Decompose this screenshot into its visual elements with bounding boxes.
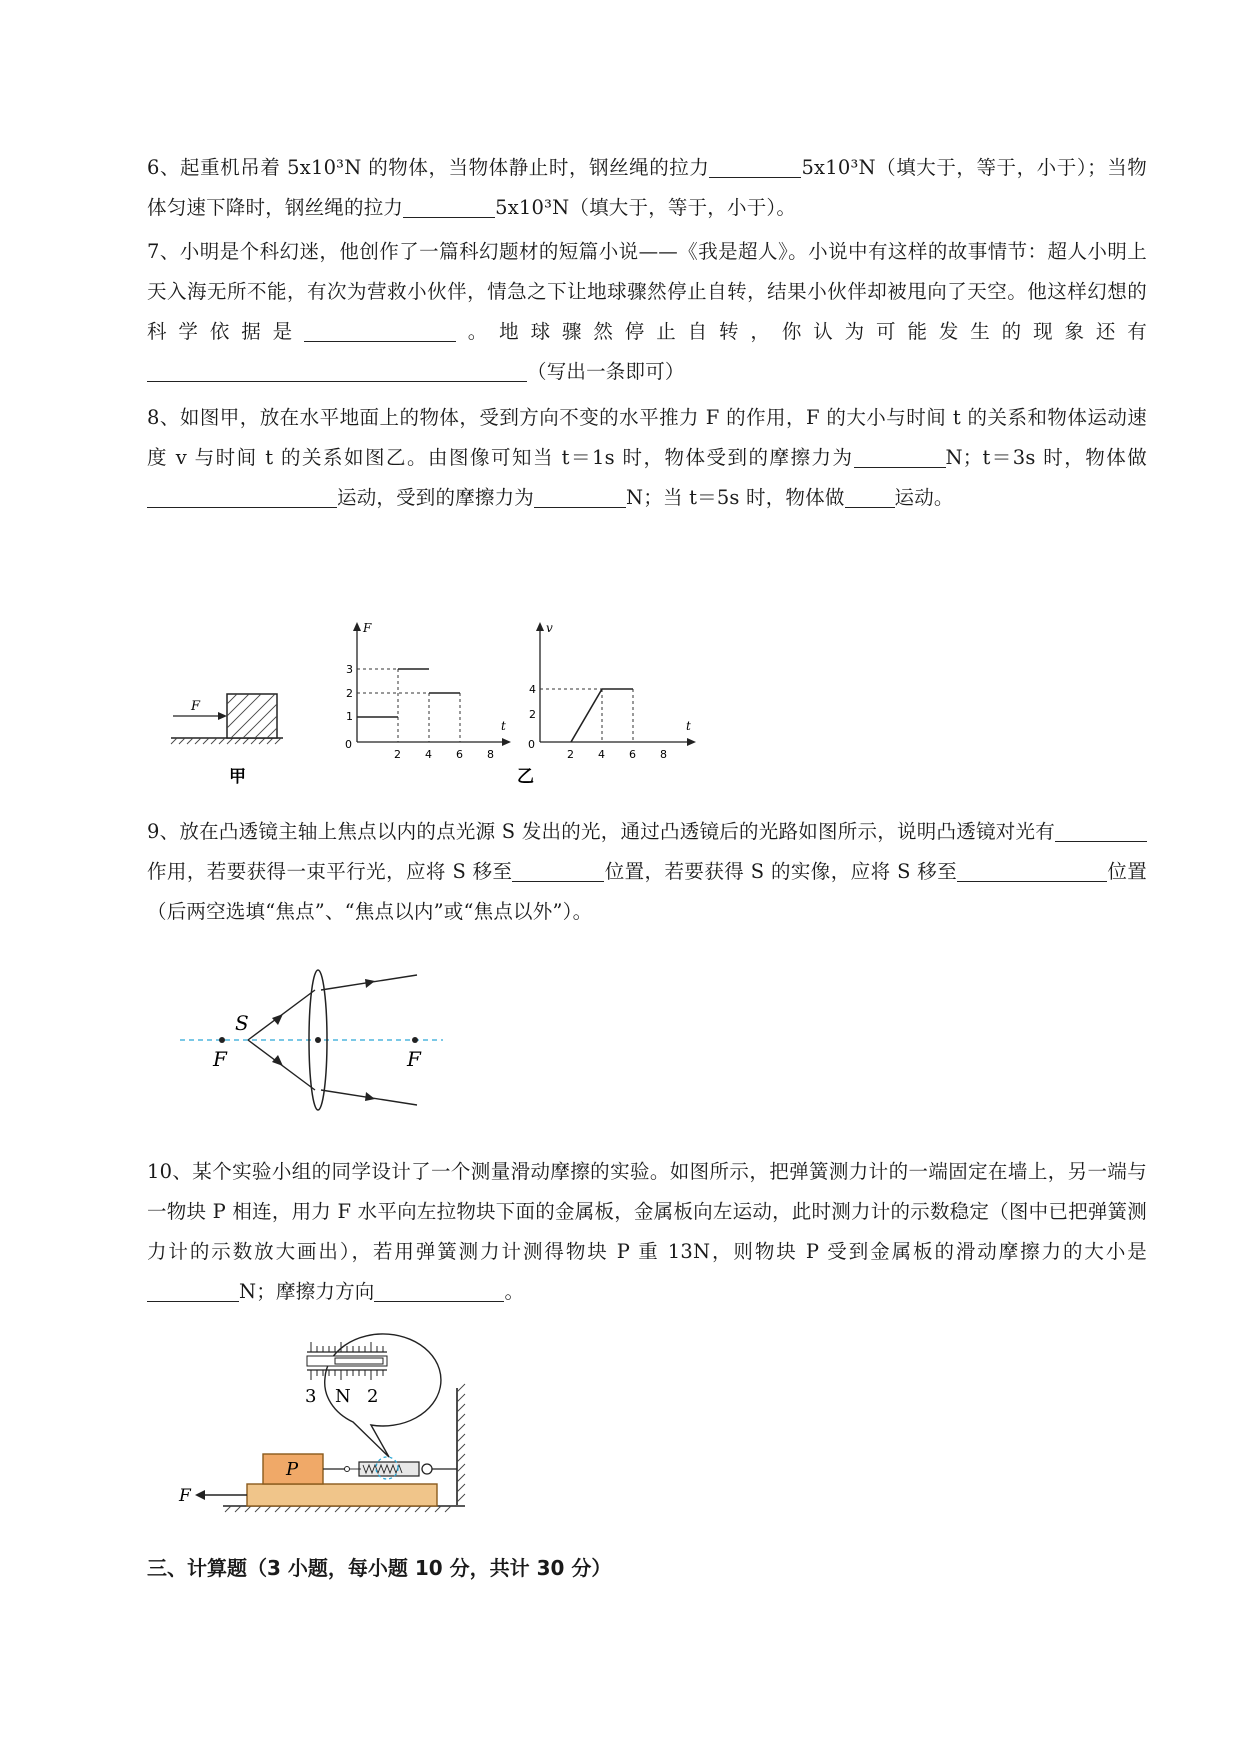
graph1-origin: 0 (345, 738, 352, 751)
q6-text-2: 5x10³N（填大于，等于，小于）；当物体匀速下降时，钢丝绳的拉力 (147, 156, 1147, 219)
q8-text-5: 运动。 (894, 486, 954, 509)
q7-text-2: 。地球骤然停止自转，你认为可能发生的现象还有 (456, 320, 1147, 343)
block-p-label: P (286, 1459, 299, 1480)
scale-label-3: 3 (305, 1386, 317, 1407)
q9-blank-2[interactable] (512, 859, 604, 882)
q8-text-2: N；t＝3s 时，物体做 (945, 446, 1147, 469)
graph2-xtick: 6 (629, 748, 636, 761)
pull-arrow-icon (195, 1490, 205, 1500)
q8-text-4: N；当 t＝5s 时，物体做 (626, 486, 845, 509)
q10-text-3: 。 (504, 1280, 525, 1303)
graph-f-t (345, 621, 511, 761)
graph2-xtick: 4 (598, 748, 605, 761)
q10-blank-2[interactable] (374, 1279, 504, 1302)
q6-blank-1[interactable] (709, 155, 801, 178)
graph2-origin: 0 (528, 738, 535, 751)
q9-text-1: 9、放在凸透镜主轴上焦点以内的点光源 S 发出的光，通过凸透镜后的光路如图所示，说明凸透镜对光有 (147, 820, 1055, 843)
graph1-ylabel: F (363, 621, 372, 635)
graph2-xtick: 2 (567, 748, 574, 761)
graph1-ytick: 3 (346, 663, 353, 676)
graph1-xtick: 8 (487, 748, 494, 761)
q9-text-2: 作用，若要获得一束平行光，应将 S 移至 (147, 860, 513, 883)
label-yi: 乙 (517, 767, 534, 787)
graph-v-t (517, 621, 696, 787)
q9-blank-1[interactable] (1055, 819, 1147, 842)
q7-text-3: （写出一条即可） (527, 360, 685, 383)
scale-callout (305, 1334, 441, 1457)
q8-text-3: 运动，受到的摩擦力为 (337, 486, 535, 509)
q10-text-2: N；摩擦力方向 (239, 1280, 375, 1303)
graph1-xtick: 6 (456, 748, 463, 761)
block (227, 694, 277, 738)
q9-text-3: 位置，若要获得 S 的实像，应将 S 移至 (604, 860, 958, 883)
metal-plate (247, 1484, 437, 1506)
q6-blank-2[interactable] (403, 195, 495, 218)
graph1-ytick: 1 (346, 710, 353, 723)
focus-left-dot (219, 1037, 225, 1043)
graph1-series (357, 669, 460, 717)
optical-center-dot (315, 1037, 321, 1043)
q8-blank-4[interactable] (845, 485, 895, 508)
pull-force-label: F (179, 1486, 191, 1506)
force-label: F (191, 699, 201, 714)
question-9 (147, 812, 1147, 932)
graph1-xtick: 4 (425, 748, 432, 761)
q8-blank-1[interactable] (854, 445, 946, 468)
figure-jia (171, 694, 283, 787)
q8-text-1: 8、如图甲，放在水平地面上的物体，受到方向不变的水平推力 F 的作用，F 的大小与时间 t 的关系和物体运动速度 v 与时间 t 的关系如图乙。由图像可知当 t＝1s 时，物体受到的摩擦力为 (147, 406, 1147, 469)
focus-right-label: F (407, 1047, 421, 1071)
force-arrow-icon (218, 712, 227, 720)
scale-unit-label: N (335, 1386, 351, 1407)
scale-label-2: 2 (367, 1386, 379, 1407)
graph1-ytick: 2 (346, 687, 353, 700)
q7-blank-1[interactable] (304, 319, 456, 342)
figure-8 (165, 620, 765, 790)
graph2-xtick: 8 (660, 748, 667, 761)
graph2-ylabel: v (546, 621, 553, 635)
graph2-ytick: 2 (529, 708, 536, 721)
focus-left-label: F (213, 1047, 227, 1071)
question-8 (147, 398, 1147, 518)
spring-scale (359, 1462, 419, 1476)
q8-blank-3[interactable] (534, 485, 626, 508)
q6-text-3: 5x10³N（填大于，等于，小于）。 (495, 196, 797, 219)
q8-blank-2[interactable] (147, 485, 337, 508)
figure-9-lens (175, 968, 465, 1118)
q7-blank-2[interactable] (147, 359, 527, 382)
label-jia: 甲 (229, 767, 246, 787)
graph1-xlabel: t (501, 719, 506, 733)
scale-ring (422, 1464, 432, 1474)
q10-blank-1[interactable] (147, 1279, 239, 1302)
question-7 (147, 232, 1147, 392)
focus-right-dot (412, 1037, 418, 1043)
q10-text-1: 10、某个实验小组的同学设计了一个测量滑动摩擦的实验。如图所示，把弹簧测力计的一端固定在墙上，另一端与一物块 P 相连，用力 F 水平向左拉物块下面的金属板，金属板向左运动，此时测力计的示数稳定（图中已把弹簧测力计的示数放大画出），若用弹簧测力计测得物块 P 重 13N，则物块 P 受到金属板的滑动摩擦力的大小是 (147, 1160, 1147, 1263)
graph1-xtick: 2 (394, 748, 401, 761)
section-3-heading: 三、计算题（3 小题，每小题 10 分，共计 30 分） (147, 1556, 612, 1580)
figure-10-friction (175, 1330, 485, 1520)
question-10 (147, 1152, 1147, 1312)
question-6 (147, 148, 1147, 228)
q6-text-1: 6、起重机吊着 5x10³N 的物体，当物体静止时，钢丝绳的拉力 (147, 156, 710, 179)
q9-blank-3[interactable] (957, 859, 1107, 882)
source-s-label: S (235, 1011, 249, 1035)
graph2-ytick: 4 (529, 683, 536, 696)
q7-text-1: 7、小明是个科幻迷，他创作了一篇科幻题材的短篇小说——《我是超人》。小说中有这样的故事情节：超人小明上天入海无所不能，有次为营救小伙伴，情急之下让地球骤然停止自转，结果小伙伴却被甩向了天空。他这样幻想的科学依据是 (147, 240, 1147, 343)
graph2-xlabel: t (686, 719, 691, 733)
q9-text-4: 位置（后两空选填“焦点”、“焦点以内”或“焦点以外”）。 (147, 860, 1147, 923)
